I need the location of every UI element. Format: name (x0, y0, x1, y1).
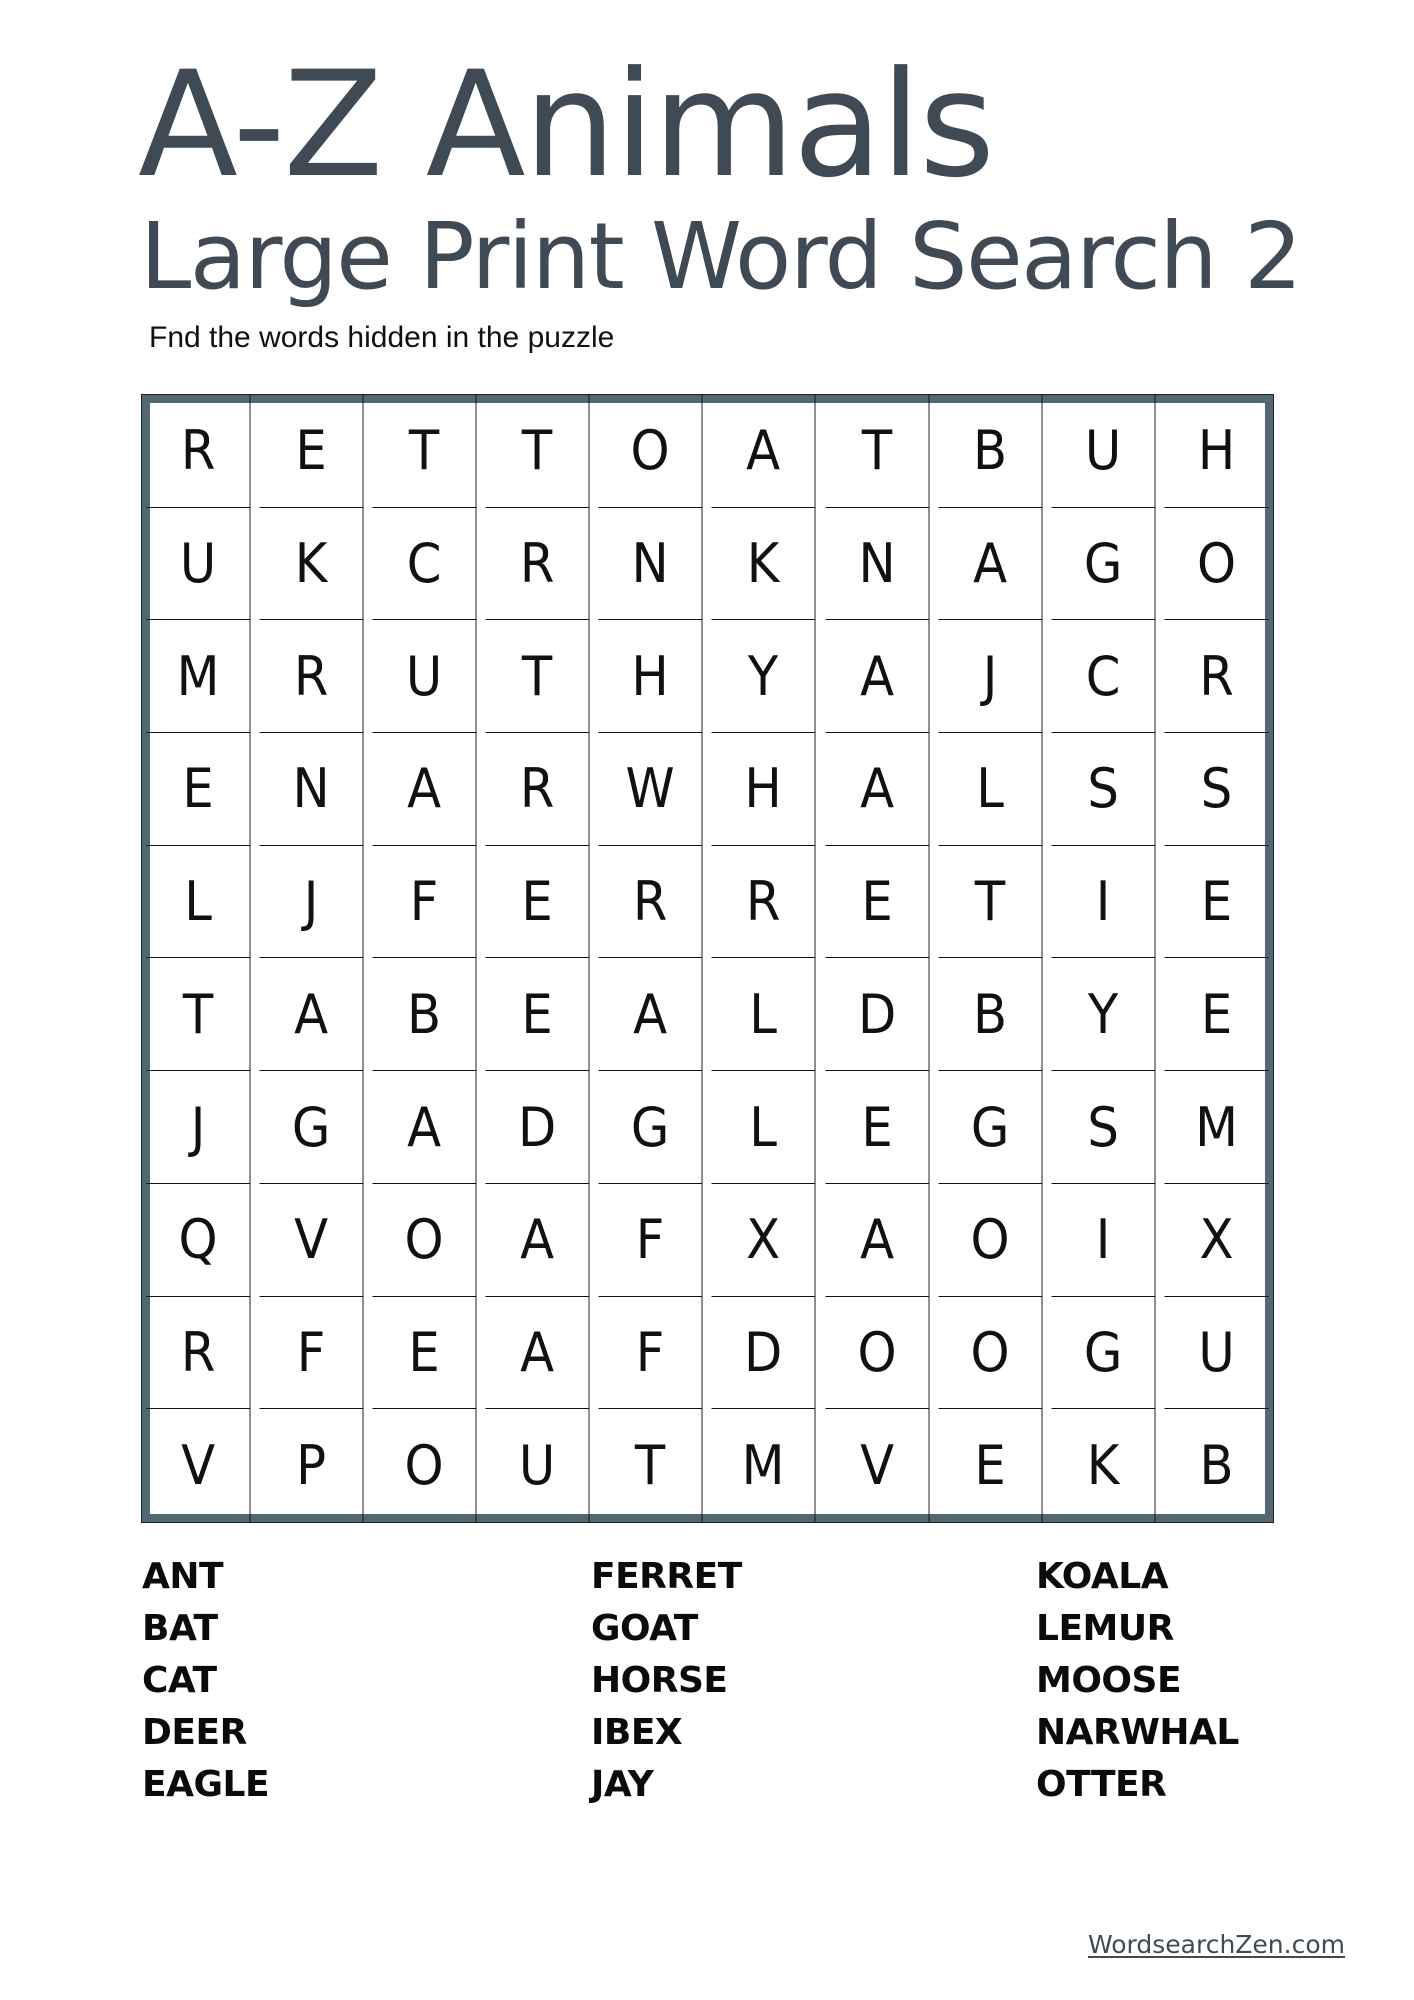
grid-cell: U (1164, 1297, 1268, 1410)
grid-cell: B (938, 958, 1042, 1071)
grid-cell: L (712, 1071, 816, 1184)
grid-cell: F (599, 1184, 703, 1297)
grid-cell: E (1164, 958, 1268, 1071)
grid-cell: D (825, 958, 929, 1071)
grid-cell: R (486, 508, 590, 621)
grid-cell: N (825, 508, 929, 621)
grid-cell: G (260, 1071, 364, 1184)
grid-cell: Y (1051, 958, 1155, 1071)
grid-cell: V (825, 1409, 929, 1522)
grid-cell: T (147, 958, 251, 1071)
grid-cell: O (938, 1297, 1042, 1410)
grid-cell: M (712, 1409, 816, 1522)
grid-cell: F (599, 1297, 703, 1410)
grid-cell: R (147, 395, 251, 508)
grid-cell: N (599, 508, 703, 621)
grid-cell: M (147, 620, 251, 733)
grid-cell: P (260, 1409, 364, 1522)
grid-cell: G (1051, 1297, 1155, 1410)
word-list-item: ANT (142, 1556, 224, 1597)
grid-cell: W (599, 733, 703, 846)
grid-cell: E (147, 733, 251, 846)
word-list-column-3 (1036, 1551, 1239, 1811)
grid-cell: I (1051, 1184, 1155, 1297)
grid-cell: X (712, 1184, 816, 1297)
word-list-item: HORSE (591, 1660, 728, 1701)
grid-cell: T (486, 395, 590, 508)
grid-cell: S (1051, 733, 1155, 846)
grid-cell: E (373, 1297, 477, 1410)
page-title: A-Z Animals (138, 40, 994, 210)
grid-cell: D (712, 1297, 816, 1410)
grid-cell: T (373, 395, 477, 508)
grid-cell: I (1051, 846, 1155, 959)
grid-cell: D (486, 1071, 590, 1184)
grid-cell: A (599, 958, 703, 1071)
grid-cell: K (1051, 1409, 1155, 1522)
word-list-item: DEER (142, 1712, 247, 1753)
word-list-item: BAT (142, 1608, 218, 1649)
grid-cell: B (1199, 1434, 1234, 1498)
grid-cell: G (599, 1071, 703, 1184)
grid-cell: C (1051, 620, 1155, 733)
grid-cell: R (599, 846, 703, 959)
grid-cell: J (147, 1071, 251, 1184)
grid-cell: A (825, 733, 929, 846)
word-list-item: MOOSE (1036, 1660, 1182, 1701)
grid-cell: U (147, 508, 251, 621)
grid-cell: T (825, 395, 929, 508)
grid-cell: A (486, 1297, 590, 1410)
footer-site-link[interactable]: WordsearchZen.com (1088, 1930, 1345, 1959)
grid-cell: T (599, 1409, 703, 1522)
grid-cell: F (260, 1297, 364, 1410)
instructions-text: Fnd the words hidden in the puzzle (149, 321, 615, 354)
letter-grid (142, 395, 1273, 1522)
word-list-item: LEMUR (1036, 1608, 1174, 1649)
grid-cell: B (938, 395, 1042, 508)
word-list-item: CAT (142, 1660, 217, 1701)
word-search-grid (142, 395, 1273, 1522)
grid-cell: B (373, 958, 477, 1071)
grid-cell: E (486, 958, 590, 1071)
grid-cell: R (1164, 620, 1268, 733)
grid-cell: A (373, 1071, 477, 1184)
grid-cell: U (373, 620, 477, 733)
word-list-item: NARWHAL (1036, 1712, 1239, 1753)
grid-cell: M (1164, 1071, 1268, 1184)
grid-cell: E (260, 395, 364, 508)
grid-cell: G (938, 1071, 1042, 1184)
grid-cell: E (825, 846, 929, 959)
word-list-item: IBEX (591, 1712, 683, 1753)
grid-cell: A (825, 620, 929, 733)
word-list-item: OTTER (1036, 1764, 1167, 1805)
grid-cell: K (260, 508, 364, 621)
grid-cell: R (486, 733, 590, 846)
grid-cell: E (938, 1409, 1042, 1522)
word-list-item: EAGLE (142, 1764, 270, 1805)
grid-cell: G (1051, 508, 1155, 621)
grid-cell: L (712, 958, 816, 1071)
grid-cell: R (712, 846, 816, 959)
grid-cell: U (486, 1409, 590, 1522)
grid-cell: E (1164, 846, 1268, 959)
grid-cell: O (373, 1409, 477, 1522)
grid-cell: X (1164, 1184, 1268, 1297)
grid-cell: O (599, 395, 703, 508)
grid-cell: O (1164, 508, 1268, 621)
grid-cell: L (147, 846, 251, 959)
word-list-column-1 (142, 1551, 269, 1811)
grid-cell: O (938, 1184, 1042, 1297)
page-subtitle: Large Print Word Search 2 (140, 203, 1302, 310)
grid-cell: V (147, 1409, 251, 1522)
grid-cell: R (147, 1297, 251, 1410)
grid-cell: C (373, 508, 477, 621)
word-list-item: KOALA (1036, 1556, 1169, 1597)
grid-cell: T (938, 846, 1042, 959)
grid-cell: A (486, 1184, 590, 1297)
grid-cell: E (825, 1071, 929, 1184)
grid-cell: J (260, 846, 364, 959)
word-list-column-2 (591, 1551, 742, 1811)
grid-cell: K (712, 508, 816, 621)
grid-cell: A (712, 395, 816, 508)
grid-cell: H (599, 620, 703, 733)
grid-cell: H (712, 733, 816, 846)
grid-cell: R (260, 620, 364, 733)
grid-cell: U (1051, 395, 1155, 508)
grid-cell: O (373, 1184, 477, 1297)
grid-cell: L (938, 733, 1042, 846)
grid-cell: N (260, 733, 364, 846)
word-list-item: JAY (591, 1764, 654, 1805)
grid-cell: A (825, 1184, 929, 1297)
grid-cell: S (1051, 1071, 1155, 1184)
grid-cell: H (1164, 395, 1268, 508)
grid-cell: A (938, 508, 1042, 621)
word-list-item: GOAT (591, 1608, 698, 1649)
grid-cell: Q (147, 1184, 251, 1297)
grid-cell: O (825, 1297, 929, 1410)
grid-cell: T (486, 620, 590, 733)
grid-cell: F (373, 846, 477, 959)
grid-cell: A (260, 958, 364, 1071)
grid-cell: J (938, 620, 1042, 733)
word-list-item: FERRET (591, 1556, 742, 1597)
grid-cell: A (373, 733, 477, 846)
grid-cell: S (1164, 733, 1268, 846)
grid-cell: E (486, 846, 590, 959)
grid-cell: V (260, 1184, 364, 1297)
grid-cell: Y (712, 620, 816, 733)
